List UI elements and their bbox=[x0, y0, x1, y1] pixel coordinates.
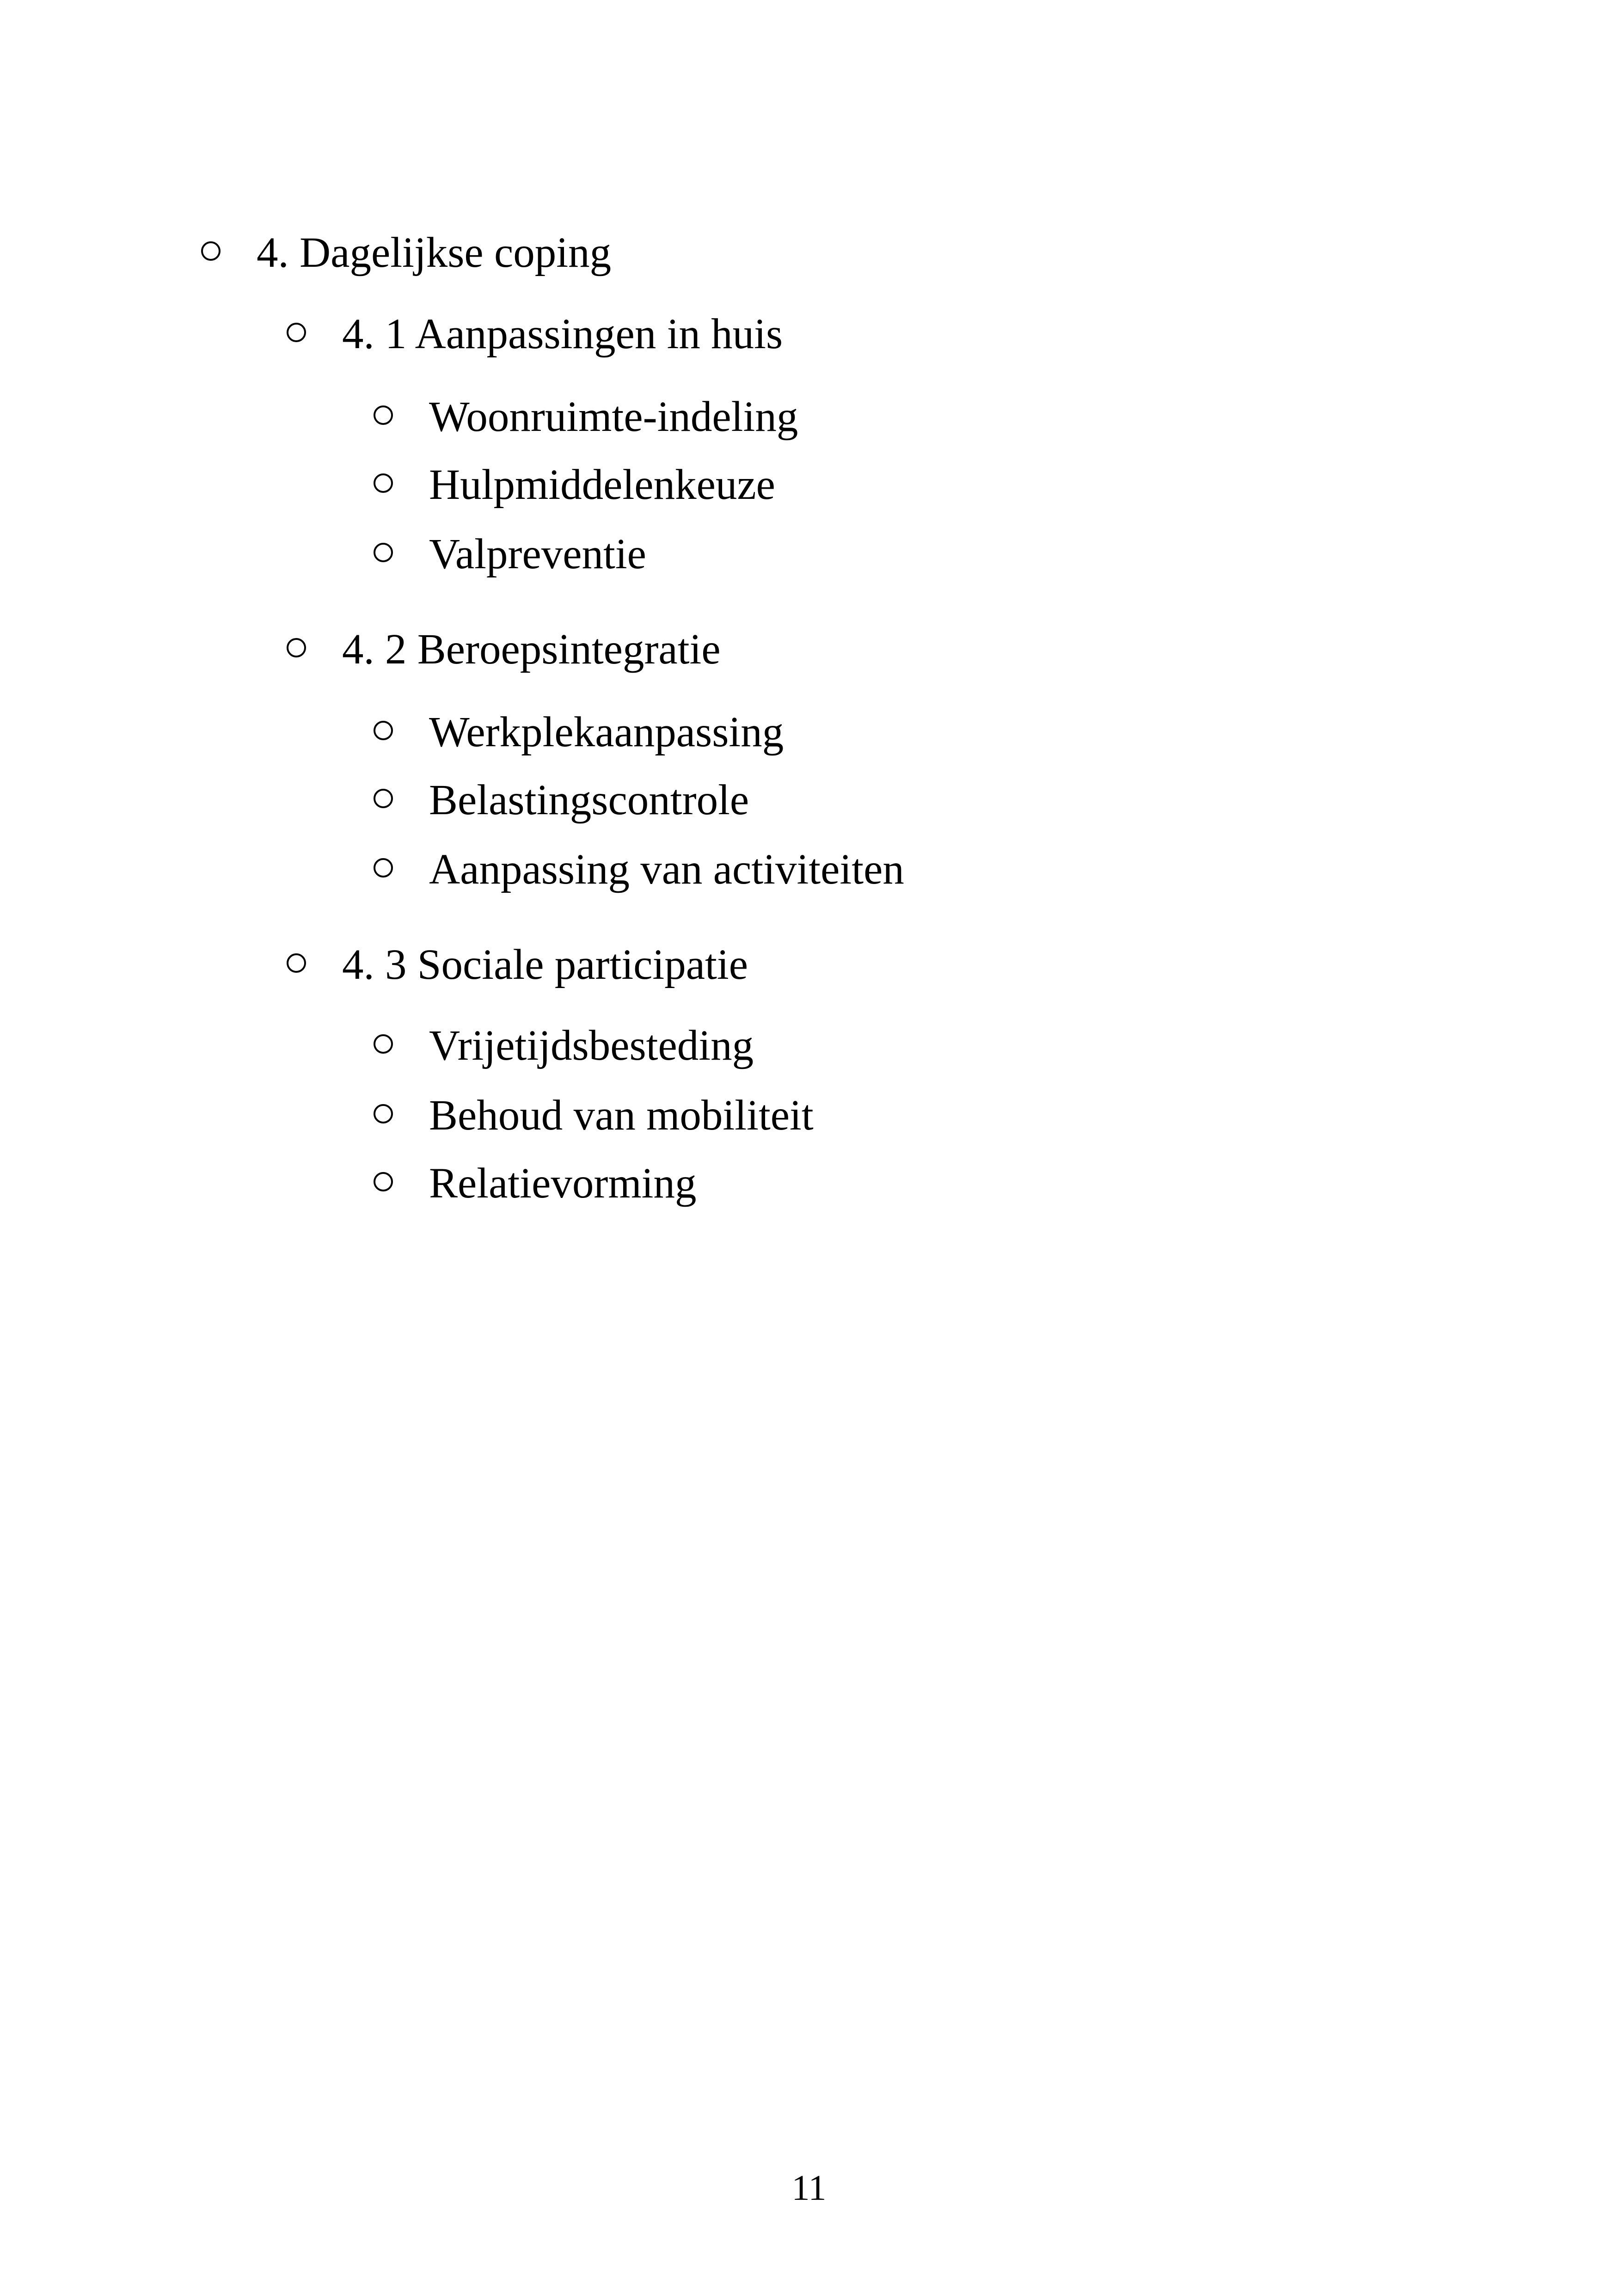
list-item-label: Woonruimte-indeling bbox=[429, 393, 798, 441]
hollow-circle-bullet-icon bbox=[374, 1172, 393, 1191]
subsection-heading-label: 4. 2 Beroepsintegratie bbox=[342, 626, 721, 673]
list-item bbox=[429, 848, 904, 891]
list-item bbox=[429, 530, 646, 578]
subsection-heading bbox=[342, 310, 783, 358]
list-item-label: Behoud van mobiliteit bbox=[429, 1092, 814, 1139]
list-item-label: Vrijetijdsbesteding bbox=[429, 1022, 754, 1069]
list-item-label: Belastingscontrole bbox=[429, 776, 749, 824]
page-number: 11 bbox=[791, 2167, 827, 2208]
section-heading-label: 4. Dagelijkse coping bbox=[257, 229, 612, 276]
hollow-circle-bullet-icon bbox=[287, 953, 306, 973]
hollow-circle-bullet-icon bbox=[201, 241, 221, 261]
list-item bbox=[429, 1024, 754, 1067]
hollow-circle-bullet-icon bbox=[374, 473, 393, 493]
list-item bbox=[429, 461, 775, 509]
list-item-label: Hulpmiddelenkeuze bbox=[429, 461, 775, 509]
hollow-circle-bullet-icon bbox=[374, 721, 393, 740]
list-item-label: Werkplekaanpassing bbox=[429, 708, 784, 756]
hollow-circle-bullet-icon bbox=[374, 543, 393, 562]
list-item-label: Relatievorming bbox=[429, 1160, 697, 1207]
list-item bbox=[429, 393, 798, 441]
section-heading bbox=[257, 231, 611, 274]
list-item bbox=[429, 776, 749, 824]
subsection-heading bbox=[342, 943, 748, 986]
hollow-circle-bullet-icon bbox=[287, 638, 306, 657]
subsection-heading-label: 4. 3 Sociale participatie bbox=[342, 941, 748, 988]
hollow-circle-bullet-icon bbox=[374, 405, 393, 425]
hollow-circle-bullet-icon bbox=[374, 789, 393, 808]
list-item bbox=[429, 1094, 814, 1137]
hollow-circle-bullet-icon bbox=[374, 858, 393, 878]
list-item-label: Aanpassing van activiteiten bbox=[429, 846, 904, 893]
hollow-circle-bullet-icon bbox=[374, 1034, 393, 1054]
list-item bbox=[429, 708, 784, 756]
list-item bbox=[429, 1162, 697, 1205]
list-item-label: Valpreventie bbox=[429, 530, 646, 578]
hollow-circle-bullet-icon bbox=[374, 1104, 393, 1123]
hollow-circle-bullet-icon bbox=[287, 323, 306, 342]
subsection-heading-label: 4. 1 Aanpassingen in huis bbox=[342, 310, 783, 358]
subsection-heading bbox=[342, 628, 721, 671]
